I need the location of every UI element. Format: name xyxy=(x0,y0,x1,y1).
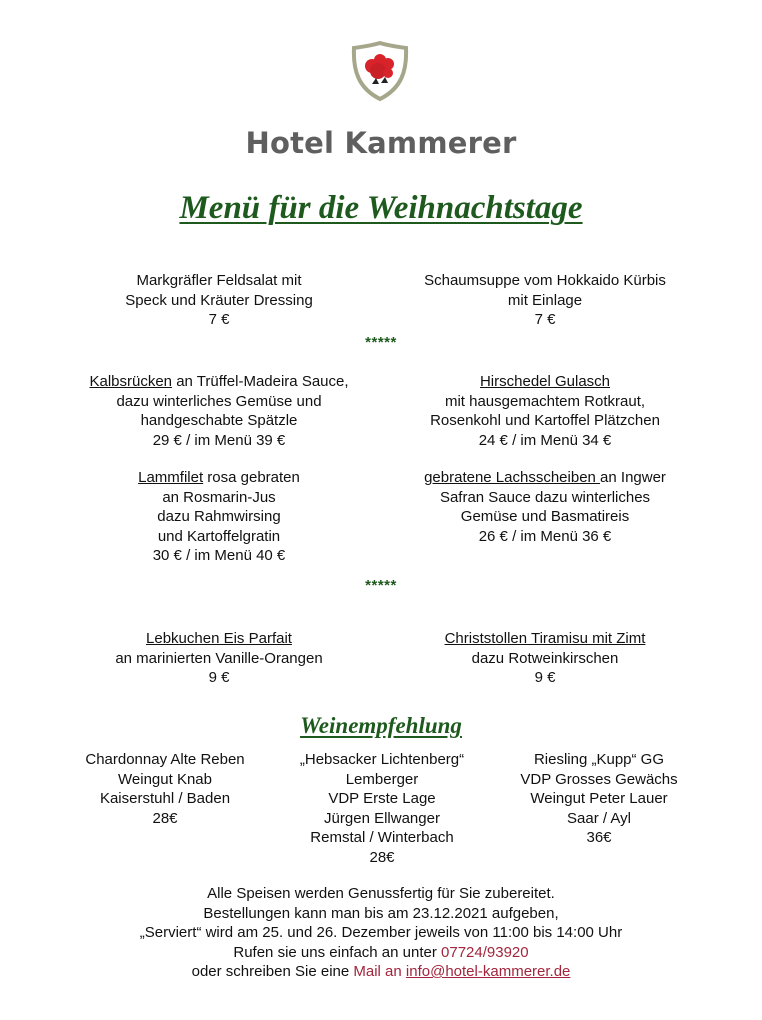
main-hirschedel xyxy=(380,372,710,450)
footer-text: Rufen sie uns einfach an unter xyxy=(233,943,442,961)
hotel-name: Hotel Kammerer xyxy=(245,126,517,160)
main-kalbsruecken xyxy=(40,372,398,450)
dish-price: 24 € / im Menü 34 € xyxy=(478,431,612,449)
dish-name: Hirschedel Gulasch xyxy=(479,373,611,390)
wine-line: Lemberger xyxy=(345,770,419,788)
wine-line: Weingut Knab xyxy=(118,770,212,788)
wine-riesling xyxy=(494,750,704,848)
dish-line: an marinierten Vanille-Orangen xyxy=(115,649,323,667)
dish-name: Kalbsrücken xyxy=(89,373,173,390)
main-lachs xyxy=(380,468,710,546)
wine-line: Kaiserstuhl / Baden xyxy=(99,790,231,807)
dish-name: Lebkuchen Eis Parfait xyxy=(146,630,292,647)
dish-price: 7 € xyxy=(534,311,556,328)
wine-line: Chardonnay Alte Reben xyxy=(85,751,245,768)
footer-line: „Serviert“ wird am 25. und 26. Dezember jeweils von 11:00 bis 14:00 Uhr xyxy=(139,924,623,941)
wine-line: Riesling „Kupp“ GG xyxy=(533,751,665,768)
starter-right xyxy=(380,271,710,330)
dish-line: Gemüse und Basmatireis xyxy=(460,508,630,525)
dish-title-line xyxy=(40,629,398,649)
dish-line: mit hausgemachtem Rotkraut, xyxy=(444,392,646,410)
menu-title-text: Menü für die Weihnachtstage xyxy=(179,190,583,226)
dish-name: gebratene Lachsscheiben xyxy=(424,469,601,486)
dish-name: Lammfilet xyxy=(138,469,204,486)
wine-line: Saar / Ayl xyxy=(567,809,631,827)
dish-line: an Rosmarin-Jus xyxy=(162,488,276,506)
dish-title-line xyxy=(40,372,398,392)
dish-line: Rosenkohl und Kartoffel Plätzchen xyxy=(430,412,660,429)
dish-title-line xyxy=(380,468,710,488)
dish-price: 26 € / im Menü 36 € xyxy=(478,527,612,545)
dish-price: 30 € / im Menü 40 € xyxy=(152,547,286,564)
dessert-lebkuchen xyxy=(40,629,398,688)
dish-price: 9 € xyxy=(534,669,556,686)
hotel-logo xyxy=(350,40,410,102)
dish-line: dazu Rahmwirsing xyxy=(157,508,281,525)
dish-title-line xyxy=(380,629,710,649)
footer-line: Alle Speisen werden Genussfertig für Sie zubereitet. xyxy=(207,885,555,902)
wine-chardonnay xyxy=(62,750,268,828)
main-lammfilet xyxy=(40,468,398,566)
wine-price: 28€ xyxy=(152,809,178,827)
dish-line: Markgräfler Feldsalat mit xyxy=(136,272,302,289)
footer-line: Bestellungen kann man bis am 23.12.2021 aufgeben, xyxy=(203,904,559,922)
menu-title xyxy=(0,190,762,227)
wine-title xyxy=(0,713,762,739)
dish-name: Christstollen Tiramisu mit Zimt xyxy=(444,630,646,647)
footer-info xyxy=(0,884,762,982)
phone-link[interactable]: 07724/93920 xyxy=(441,943,529,961)
wine-lemberger xyxy=(278,750,486,867)
wine-line: Jürgen Ellwanger xyxy=(324,809,440,827)
wine-price: 36€ xyxy=(586,829,612,846)
starter-left xyxy=(40,271,398,330)
wine-line: VDP Erste Lage xyxy=(328,790,436,807)
wine-line: VDP Grosses Gewächs xyxy=(520,770,678,788)
mail-label: Mail an xyxy=(353,963,406,980)
dish-title-rest: an Trüffel-Madeira Sauce, xyxy=(172,373,349,390)
dish-price: 7 € xyxy=(208,311,230,328)
separator-stars: ***** xyxy=(365,577,397,594)
dish-title-line xyxy=(380,372,710,392)
footer-text: oder schreiben Sie eine xyxy=(191,963,354,980)
dish-line: dazu Rotweinkirschen xyxy=(471,649,619,667)
dish-line: dazu winterliches Gemüse und xyxy=(116,392,322,410)
dish-price: 9 € xyxy=(208,669,230,686)
footer-mail-line xyxy=(0,962,762,982)
separator-stars: ***** xyxy=(365,334,397,351)
dish-title-rest: an Ingwer xyxy=(600,469,666,486)
hotel-shield-logo-icon xyxy=(350,40,410,102)
dish-line: Schaumsuppe vom Hokkaido Kürbis xyxy=(424,272,666,289)
dish-line: Safran Sauce dazu winterliches xyxy=(439,488,651,506)
dessert-christstollen xyxy=(380,629,710,688)
dish-line: mit Einlage xyxy=(507,291,583,309)
wine-line: Weingut Peter Lauer xyxy=(530,790,668,807)
wine-line: Remstal / Winterbach xyxy=(310,829,454,846)
email-link[interactable]: info@hotel-kammerer.de xyxy=(405,963,571,980)
dish-line: Speck und Kräuter Dressing xyxy=(125,291,313,309)
dish-title-line xyxy=(40,468,398,488)
dish-title-rest: rosa gebraten xyxy=(203,469,300,486)
dish-line: handgeschabte Spätzle xyxy=(140,412,298,429)
dish-price: 29 € / im Menü 39 € xyxy=(152,431,286,449)
wine-line: „Hebsacker Lichtenberg“ xyxy=(299,751,465,768)
footer-phone-line xyxy=(0,943,762,963)
wine-price: 28€ xyxy=(369,848,395,866)
wine-title-text: Weinempfehlung xyxy=(300,713,462,738)
dish-line: und Kartoffelgratin xyxy=(157,527,281,545)
